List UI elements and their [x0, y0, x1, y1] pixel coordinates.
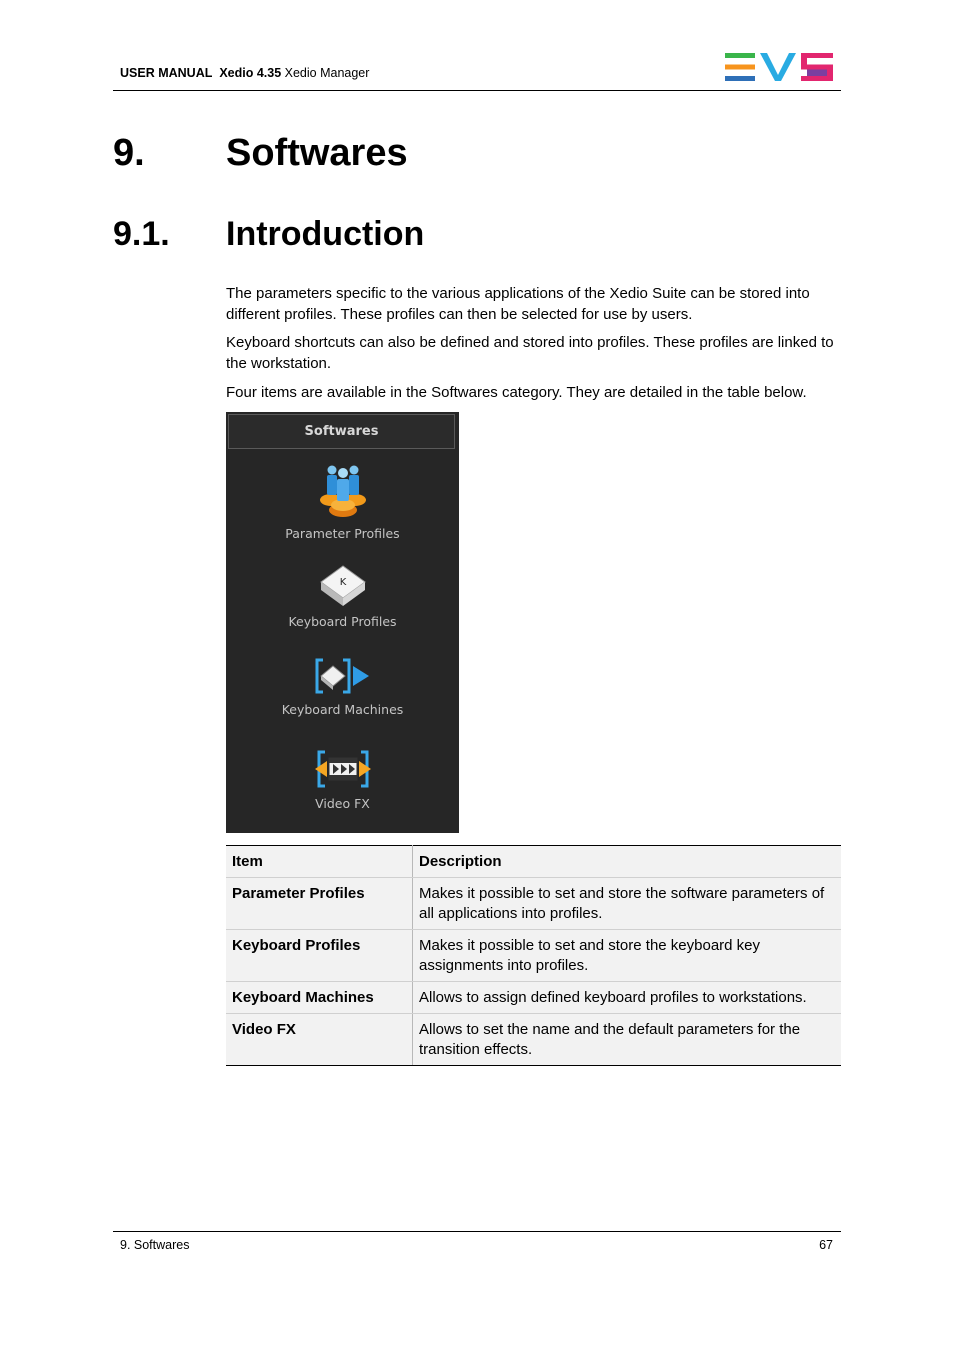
item-cell: Video FX [226, 1014, 413, 1066]
video-fx-icon [313, 748, 373, 790]
running-header [120, 66, 369, 80]
panel-item-parameter-profiles[interactable] [226, 462, 459, 541]
paragraph: Four items are available in the Softwares category. They are detailed in the table below. [226, 384, 807, 401]
section-number: 9.1. [113, 215, 170, 253]
svg-text:K: K [339, 577, 346, 588]
manual-label: USER MANUAL [120, 66, 213, 80]
paragraph: Keyboard shortcuts can also be defined and stored into profiles. These profiles are linked to the workstation. [226, 334, 834, 372]
column-header-item: Item [226, 846, 413, 878]
footer-section: 9. Softwares [120, 1238, 190, 1252]
panel-item-label: Keyboard Machines [281, 702, 404, 717]
panel-item-label: Parameter Profiles [285, 526, 400, 541]
paragraph: The parameters specific to the various applications of the Xedio Suite can be stored into different profiles. These profiles can then be selected for use by users. [226, 285, 810, 323]
table-row [226, 878, 841, 930]
item-cell: Parameter Profiles [226, 878, 413, 930]
panel-title: Softwares [228, 414, 455, 449]
description-cell: Allows to assign defined keyboard profiles to workstations. [413, 982, 842, 1014]
item-cell: Keyboard Machines [226, 982, 413, 1014]
page-number: 67 [819, 1238, 833, 1252]
description-cell: Makes it possible to set and store the keyboard key assignments into profiles. [413, 930, 842, 982]
softwares-table [226, 845, 841, 1066]
keyboard-machines-icon [313, 656, 373, 696]
table-row [226, 1014, 841, 1066]
parameter-profiles-icon [317, 462, 369, 520]
panel-item-keyboard-profiles[interactable] [226, 562, 459, 629]
header-divider [113, 90, 841, 91]
chapter-title: Softwares [226, 132, 408, 174]
softwares-panel [226, 412, 459, 833]
table-row [226, 982, 841, 1014]
footer-divider [113, 1231, 841, 1232]
item-cell: Keyboard Profiles [226, 930, 413, 982]
panel-item-video-fx[interactable] [226, 748, 459, 811]
panel-item-label: Video FX [315, 796, 370, 811]
table-header-row [226, 846, 841, 878]
panel-item-label: Keyboard Profiles [288, 614, 397, 629]
section-title: Introduction [226, 215, 425, 253]
panel-item-keyboard-machines[interactable] [226, 656, 459, 717]
table-row [226, 930, 841, 982]
description-cell: Allows to set the name and the default parameters for the transition effects. [413, 1014, 842, 1066]
chapter-number: 9. [113, 132, 145, 174]
product-name: Xedio 4.35 [219, 66, 282, 80]
column-header-description: Description [413, 846, 842, 878]
keyboard-key-icon [317, 562, 369, 608]
module-name: Xedio Manager [284, 66, 370, 80]
description-cell: Makes it possible to set and store the software parameters of all applications into profiles. [413, 878, 842, 930]
evs-logo [724, 51, 836, 83]
